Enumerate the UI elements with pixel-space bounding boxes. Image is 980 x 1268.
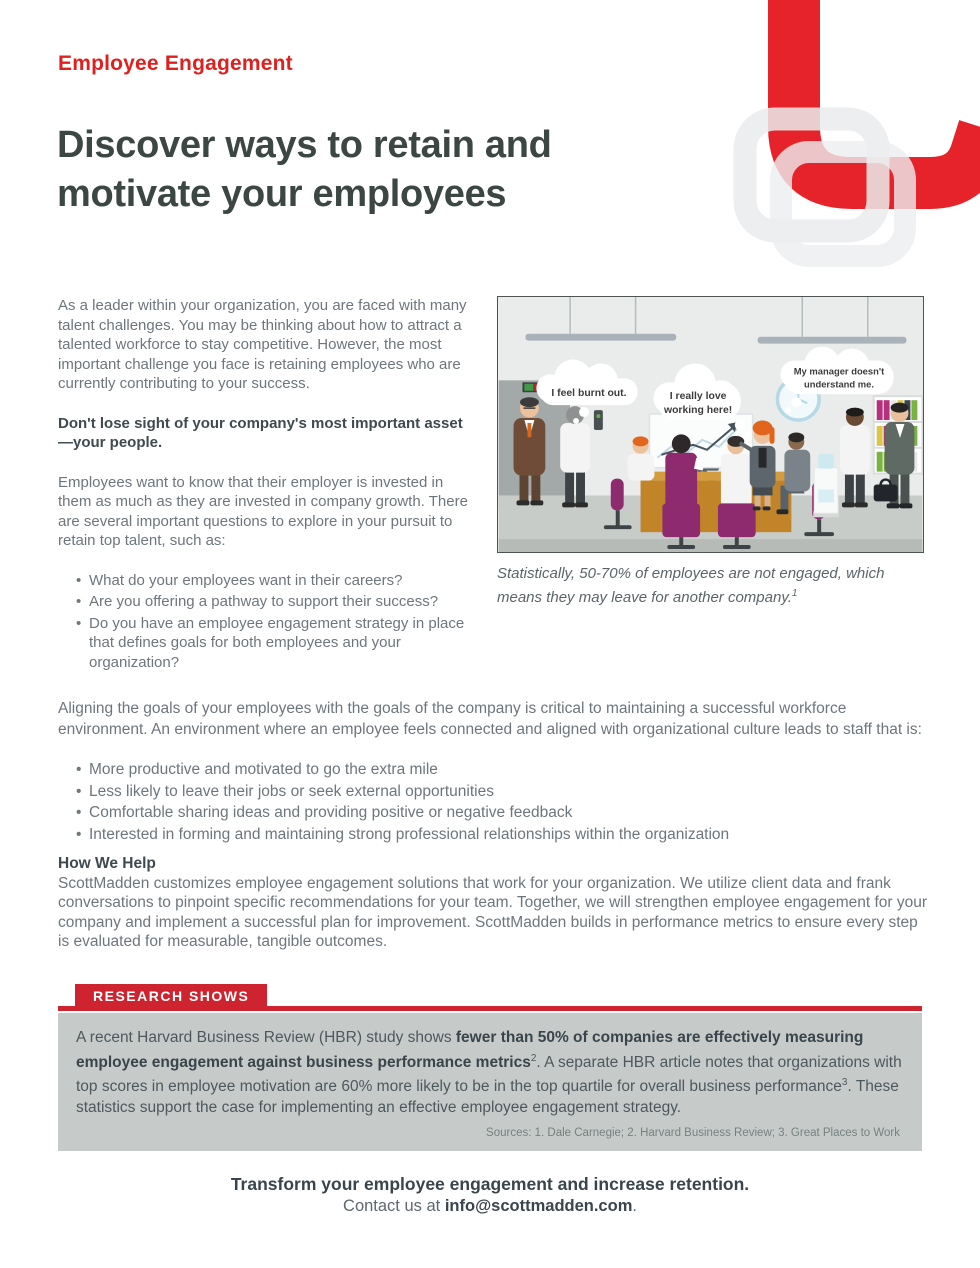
figure-caption: Statistically, 50-70% of employees are not engaged, which means they may leave for another company.$^1$ xyxy=(497,565,885,606)
floor-edge xyxy=(499,539,923,552)
how-we-help-paragraph: ScottMadden customizes employee engagement solutions that work for your organization. We utilize client data and frank conversations to pinpoint specific recommendations for your team. Together, we will strengthen employee engagement for your company and implement a successful plan for improvement. ScottMadden builds in performance metrics to ensure every step is evaluated for measurable, tangible outcomes. xyxy=(58,874,928,950)
alignment-bullets-section xyxy=(58,760,926,846)
bubble-text: I really love xyxy=(669,391,727,403)
illustration-column xyxy=(497,296,924,674)
bubble-text: understand me. xyxy=(803,378,875,390)
intro-paragraph: As a leader within your organization, you are faced with many talent challenges. You may be thinking about how to attract a talented workforce to stay competitive. However, the most important challenge you face is retaining employees who are currently contributing to your success. xyxy=(58,297,467,392)
list-item: • More productive and motivated to go the extra mile xyxy=(76,760,926,780)
footer-headline: Transform your employee engagement and increase retention. xyxy=(230,1174,750,1194)
research-banner: RESEARCH SHOWS xyxy=(75,984,267,1009)
eyebrow-title: Employee Engagement xyxy=(58,52,293,75)
office-scene xyxy=(498,297,923,552)
footnote-marker: 1 xyxy=(791,588,798,599)
research-box xyxy=(58,1013,922,1151)
list-item: • Less likely to leave their jobs or seek external opportunities xyxy=(76,782,926,802)
office-illustration xyxy=(497,296,924,553)
footnote-marker: 3 xyxy=(841,1077,848,1089)
callout-text: Don't lose sight of your company's most important asset—your people. xyxy=(58,414,463,451)
list-item: • What do your employees want in their careers? xyxy=(76,571,477,591)
list-item: • Comfortable sharing ideas and providing positive or negative feedback xyxy=(76,803,926,823)
wall-phone xyxy=(594,410,603,430)
contact-email-link[interactable]: info@scottmadden.com xyxy=(444,1197,633,1215)
how-we-help-section xyxy=(58,854,930,952)
bubble-text: working here! xyxy=(663,405,733,417)
bubble-text: I feel burnt out. xyxy=(551,388,627,400)
research-section xyxy=(58,984,922,1151)
footnote-marker: 2 xyxy=(530,1052,537,1064)
footer-contact-line: Contact us at info@scottmadden.com. xyxy=(343,1197,637,1215)
list-item: • Do you have an employee engagement strategy in place that defines goals for both employees and your organization? xyxy=(76,614,477,673)
list-item: • Are you offering a pathway to support their success? xyxy=(76,592,477,612)
alignment-paragraph: Aligning the goals of your employees with the goals of the company is critical to maintaining a successful workforce environment. An environment where an employee feels connected and aligned with organizational culture leads to staff that is: xyxy=(58,699,922,738)
research-bold-stat: fewer than 50% of companies are effectively measuring employee engagement against business performance metrics xyxy=(76,1029,864,1071)
page-title: Discover ways to retain and motivate your employees xyxy=(57,124,552,216)
intro-paragraph-2: Employees want to know that their employer is invested in them as much as they are invested in company growth. There are several important questions to explore in your pursuit to retain top talent, such as: xyxy=(58,473,468,549)
sources-line: Sources: 1. Dale Carnegie; 2. Harvard Business Review; 3. Great Places to Work xyxy=(486,1127,900,1140)
ceiling-light xyxy=(758,337,907,344)
ceiling-light xyxy=(525,334,676,341)
section-heading: How We Help xyxy=(58,855,156,872)
brand-corner-decoration xyxy=(718,0,980,270)
intro-section xyxy=(58,296,924,674)
footer-cta xyxy=(0,1174,980,1216)
alignment-bullet-list xyxy=(58,760,926,844)
bubble-text: My manager doesn't xyxy=(793,365,885,377)
intro-text-column xyxy=(58,296,477,674)
research-paragraph: A recent Harvard Business Review (HBR) study shows fewer than 50% of companies are effectively measuring employee engagement against business performance metrics$^2$. A separate HBR article notes that organizations with top scores in employee motivation are 60% more likely to be in the top quartile for overall business performance$^3$. These statistics support the case for implementing an effective employee engagement strategy. xyxy=(76,1029,902,1116)
list-item: • Interested in forming and maintaining strong professional relationships within the organization xyxy=(76,825,926,845)
questions-bullet-list xyxy=(58,571,477,673)
